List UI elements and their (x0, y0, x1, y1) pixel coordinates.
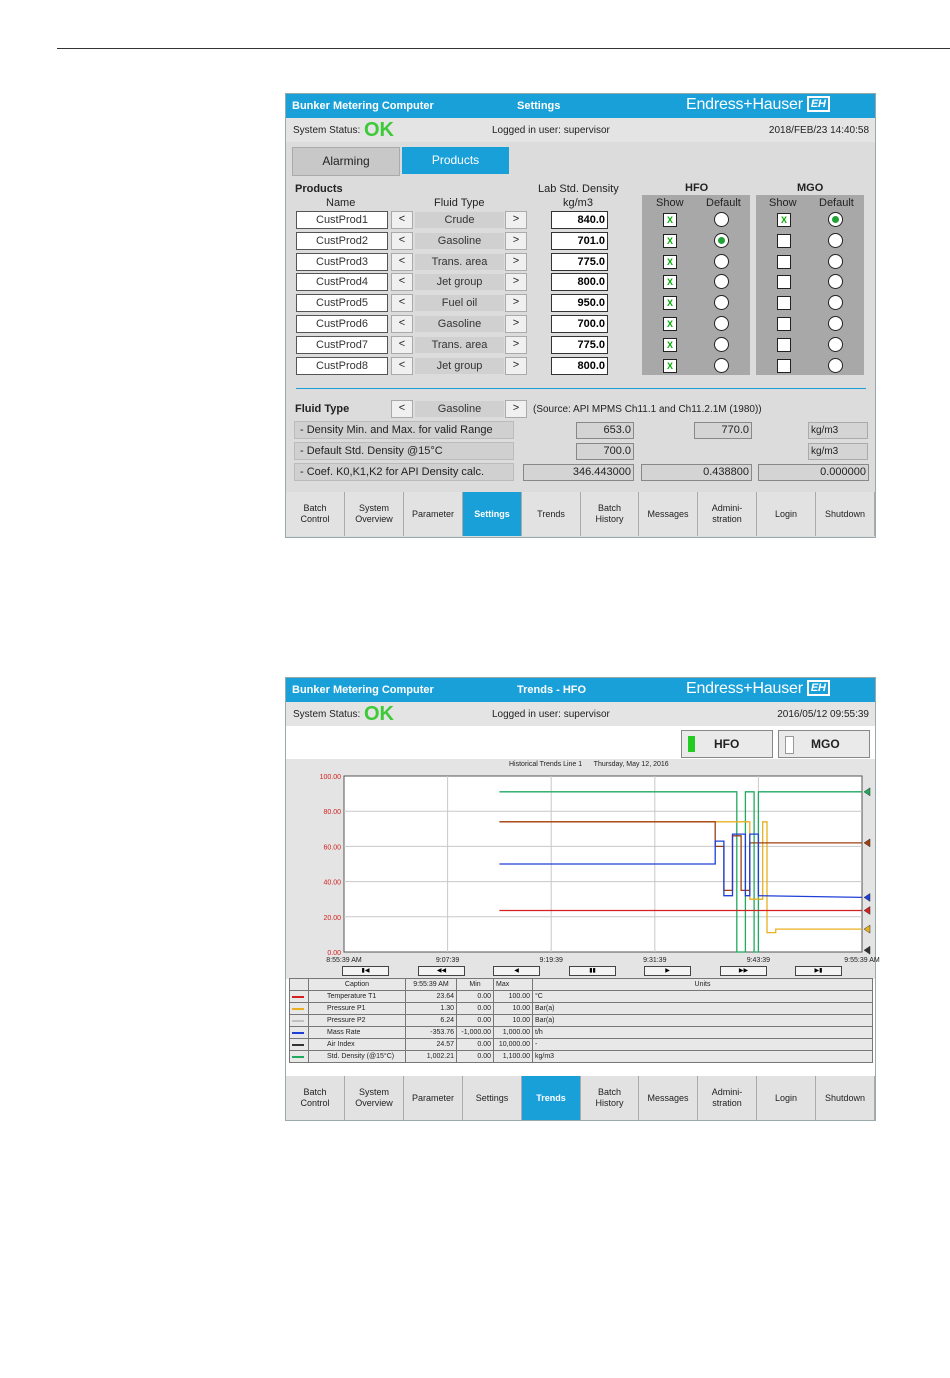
playback-button[interactable]: ▶▮ (795, 966, 842, 976)
fluid-type-label: Fluid Type (295, 403, 350, 415)
brand-logo (686, 680, 830, 698)
datetime: 2018/FEB/23 14:40:58 (768, 125, 869, 136)
caption-cell: Temperature T1 (309, 991, 406, 1003)
nav-button-login[interactable]: Login (757, 1076, 816, 1120)
min-header: Min (457, 979, 494, 991)
nav-button-admini-stration[interactable]: Admini- stration (698, 1076, 757, 1120)
lab-density-field[interactable]: 775.0 (551, 253, 608, 271)
max-cell: 10.00 (494, 1003, 533, 1015)
lab-density-field[interactable]: 700.0 (551, 315, 608, 333)
logged-in-user: Logged in user: supervisor (492, 709, 610, 720)
system-status-value: OK (364, 119, 394, 141)
trend-caption-table (289, 978, 873, 1063)
playback-button[interactable]: ◀◀ (418, 966, 465, 976)
hfo-color-swatch (688, 736, 695, 752)
caption-cell: Pressure P2 (309, 1015, 406, 1027)
mgo-trend-label: MGO (811, 737, 840, 751)
lab-density-field[interactable]: 840.0 (551, 211, 608, 229)
swatch-header (290, 979, 309, 991)
default-density-unit: kg/m3 (808, 443, 868, 460)
value-cell: 23.64 (406, 991, 457, 1003)
series-swatch (290, 1039, 309, 1051)
name-column-header: Name (326, 197, 356, 209)
min-cell: 0.00 (457, 1039, 494, 1051)
nav-button-parameter[interactable]: Parameter (404, 1076, 463, 1120)
y-tick-label: 100.00 (319, 774, 341, 781)
x-tick-label: 9:55:39 AM (844, 957, 880, 964)
fluid-type-column-header: Fluid Type (434, 197, 485, 209)
fluid-type-selector[interactable]: Fuel oil (415, 295, 504, 311)
max-header: Max (494, 979, 533, 991)
trend-chart (286, 769, 880, 975)
fluid-type-selector[interactable]: Gasoline (415, 316, 504, 332)
fluid-prev-button[interactable]: < (391, 336, 413, 354)
density-range-unit: kg/m3 (808, 422, 868, 439)
system-status-value: OK (364, 703, 394, 725)
lab-density-field[interactable]: 950.0 (551, 294, 608, 312)
x-tick-label: 9:31:39 (643, 957, 667, 964)
nav-button-trends[interactable]: Trends (522, 492, 581, 536)
mgo-trend-button[interactable] (778, 730, 870, 758)
mgo-default-header: Default (819, 197, 854, 209)
mgo-default-radio[interactable] (828, 233, 843, 248)
fluid-next-button[interactable]: > (505, 336, 527, 354)
playback-button[interactable]: ◀ (493, 966, 540, 976)
lab-density-field[interactable]: 800.0 (551, 357, 608, 375)
mgo-color-swatch (785, 736, 794, 754)
fluid-type-selector[interactable]: Jet group (415, 274, 504, 290)
fluid-next-button[interactable]: > (505, 253, 527, 271)
product-name-field[interactable]: CustProd1 (296, 211, 388, 229)
fluid-type-selector[interactable]: Gasoline (415, 401, 504, 417)
brand-name: Endress+Hauser (686, 680, 803, 697)
nav-button-trends[interactable]: Trends (522, 1076, 581, 1120)
table-row[interactable] (290, 1015, 873, 1027)
product-name-field[interactable]: CustProd5 (296, 294, 388, 312)
unit-cell: °C (533, 991, 873, 1003)
density-range-label: - Density Min. and Max. for valid Range (294, 421, 514, 439)
mgo-show-checkbox[interactable] (777, 275, 791, 289)
table-row[interactable] (290, 991, 873, 1003)
min-cell: -1,000.00 (457, 1027, 494, 1039)
hfo-show-checkbox[interactable]: X (663, 338, 677, 352)
value-cell: 6.24 (406, 1015, 457, 1027)
unit-cell: Bar(a) (533, 1003, 873, 1015)
bottom-navigation (286, 1076, 875, 1120)
fluid-prev-button[interactable]: < (391, 273, 413, 291)
nav-button-system-overview[interactable]: System Overview (345, 1076, 404, 1120)
fluid-prev-button[interactable]: < (391, 357, 413, 375)
system-status-label: System Status: (293, 125, 361, 136)
density-max-value[interactable]: 770.0 (694, 422, 752, 439)
mgo-show-checkbox[interactable] (777, 338, 791, 352)
product-name-field[interactable]: CustProd7 (296, 336, 388, 354)
tab-alarming[interactable]: Alarming (292, 147, 400, 176)
hfo-default-header: Default (706, 197, 741, 209)
mgo-default-radio[interactable] (828, 274, 843, 289)
hfo-default-radio[interactable] (714, 233, 729, 248)
chart-title: Historical Trends Line 1 Thursday, May 12, 2016 (509, 761, 669, 768)
hfo-show-checkbox[interactable]: X (663, 213, 677, 227)
series-swatch (290, 991, 309, 1003)
density-min-value[interactable]: 653.0 (576, 422, 634, 439)
tab-products[interactable]: Products (402, 147, 509, 174)
product-name-field[interactable]: CustProd6 (296, 315, 388, 333)
hfo-default-radio[interactable] (714, 274, 729, 289)
nav-button-system-overview[interactable]: System Overview (345, 492, 404, 536)
series-swatch (290, 1015, 309, 1027)
value-cell: -353.76 (406, 1027, 457, 1039)
series-swatch (290, 1027, 309, 1039)
brand-name: Endress+Hauser (686, 96, 803, 113)
table-row[interactable] (290, 1003, 873, 1015)
caption-header: Caption (309, 979, 406, 991)
bottom-navigation (286, 492, 875, 536)
unit-cell: kg/m3 (533, 1051, 873, 1063)
nav-button-batch-history[interactable]: Batch History (581, 1076, 639, 1120)
hfo-default-radio[interactable] (714, 358, 729, 373)
hfo-default-radio[interactable] (714, 254, 729, 269)
nav-button-settings[interactable]: Settings (463, 492, 522, 536)
fluid-prev-button[interactable]: < (391, 211, 413, 229)
max-cell: 1,000.00 (494, 1027, 533, 1039)
screen-title: Settings (517, 100, 561, 112)
x-tick-label: 9:07:39 (435, 957, 460, 964)
mgo-show-checkbox[interactable] (777, 317, 791, 331)
mgo-default-radio[interactable] (828, 254, 843, 269)
y-tick-label: 40.00 (323, 879, 341, 887)
fluid-type-selector[interactable]: Jet group (415, 358, 504, 374)
nav-button-settings[interactable]: Settings (463, 1076, 522, 1120)
x-tick-label: 8:55:39 AM (326, 957, 362, 964)
series-end-marker (864, 946, 870, 954)
hfo-default-radio[interactable] (714, 212, 729, 227)
nav-button-admini-stration[interactable]: Admini- stration (698, 492, 757, 536)
min-cell: 0.00 (457, 1003, 494, 1015)
coef-k0-value[interactable]: 346.443000 (523, 464, 634, 481)
x-tick-label: 9:19:39 (539, 957, 563, 964)
min-cell: 0.00 (457, 1051, 494, 1063)
playback-button[interactable]: ▶▶ (720, 966, 767, 976)
nav-button-batch-control[interactable]: Batch Control (286, 492, 345, 536)
nav-button-shutdown[interactable]: Shutdown (816, 492, 875, 536)
min-cell: 0.00 (457, 1015, 494, 1027)
nav-button-messages[interactable]: Messages (639, 492, 698, 536)
mgo-show-checkbox[interactable]: X (777, 213, 791, 227)
value-cell: 1.30 (406, 1003, 457, 1015)
unit-cell: t/h (533, 1027, 873, 1039)
fluid-source-note: (Source: API MPMS Ch11.1 and Ch11.2.1M (1980)) (533, 404, 762, 415)
x-tick-label: 9:43:39 (746, 957, 771, 964)
coef-k2-value[interactable]: 0.000000 (758, 464, 869, 481)
product-name-field[interactable]: CustProd2 (296, 232, 388, 250)
lab-density-field[interactable]: 800.0 (551, 273, 608, 291)
brand-logo (686, 96, 830, 114)
mgo-default-radio[interactable] (828, 358, 843, 373)
datetime: 2016/05/12 09:55:39 (777, 709, 869, 720)
hfo-trend-button[interactable] (681, 730, 773, 758)
products-heading: Products (295, 183, 343, 195)
value-cell: 24.57 (406, 1039, 457, 1051)
hfo-show-checkbox[interactable]: X (663, 234, 677, 248)
fluid-type-selector[interactable]: Trans. area (415, 254, 504, 270)
screen-title: Trends - HFO (517, 684, 587, 696)
products-panel (286, 176, 875, 492)
default-density-value[interactable]: 700.0 (576, 443, 634, 460)
series-end-marker (864, 788, 870, 796)
table-row[interactable] (290, 1027, 873, 1039)
fluid-prev-button[interactable]: < (391, 232, 413, 250)
lab-density-field[interactable]: 701.0 (551, 232, 608, 250)
trend-chart-area (286, 759, 880, 979)
default-density-label: - Default Std. Density @15°C (294, 442, 514, 460)
mgo-show-checkbox[interactable] (777, 255, 791, 269)
nav-button-batch-control[interactable]: Batch Control (286, 1076, 345, 1120)
header-bar (286, 678, 875, 702)
max-cell: 1,100.00 (494, 1051, 533, 1063)
mgo-show-checkbox[interactable] (777, 359, 791, 373)
density-unit-header: kg/m3 (563, 197, 593, 209)
fluid-next-button[interactable]: > (505, 273, 527, 291)
series-end-marker (864, 839, 870, 847)
header-bar (286, 94, 875, 118)
fluid-type-selector[interactable]: Trans. area (415, 337, 504, 353)
caption-cell: Std. Density (@15°C) (309, 1051, 406, 1063)
coef-label: - Coef. K0,K1,K2 for API Density calc. (294, 463, 514, 481)
mgo-show-checkbox[interactable] (777, 296, 791, 310)
y-tick-label: 80.00 (323, 809, 341, 817)
nav-button-messages[interactable]: Messages (639, 1076, 698, 1120)
page-top-rule (57, 48, 950, 49)
nav-button-parameter[interactable]: Parameter (404, 492, 463, 536)
trends-screen (285, 677, 880, 1121)
fluid-prev-button[interactable]: < (391, 294, 413, 312)
section-separator (296, 388, 866, 389)
series-end-marker (864, 906, 870, 914)
max-cell: 100.00 (494, 991, 533, 1003)
hfo-show-checkbox[interactable]: X (663, 275, 677, 289)
max-cell: 10.00 (494, 1015, 533, 1027)
mgo-default-radio[interactable] (828, 316, 843, 331)
series-swatch (290, 1003, 309, 1015)
fluid-type-next-button[interactable]: > (505, 400, 527, 418)
fluid-next-button[interactable]: > (505, 232, 527, 250)
fluid-type-selector[interactable]: Crude (415, 212, 504, 228)
product-name-field[interactable]: CustProd8 (296, 357, 388, 375)
hfo-default-radio[interactable] (714, 295, 729, 310)
caption-cell: Mass Rate (309, 1027, 406, 1039)
min-cell: 0.00 (457, 991, 494, 1003)
lab-density-field[interactable]: 775.0 (551, 336, 608, 354)
hfo-trend-label: HFO (714, 737, 740, 751)
table-row[interactable] (290, 1039, 873, 1051)
y-tick-label: 60.00 (323, 844, 341, 852)
y-tick-label: 0.00 (327, 950, 341, 957)
nav-button-login[interactable]: Login (757, 492, 816, 536)
value-cell: 1,002.21 (406, 1051, 457, 1063)
mgo-show-checkbox[interactable] (777, 234, 791, 248)
app-title: Bunker Metering Computer (292, 684, 434, 696)
hfo-show-header: Show (656, 197, 684, 209)
table-header-row (290, 979, 873, 991)
system-status-label: System Status: (293, 709, 361, 720)
status-bar (286, 702, 875, 726)
coef-k1-value[interactable]: 0.438800 (641, 464, 752, 481)
mgo-default-radio[interactable] (828, 337, 843, 352)
playback-button[interactable]: ▮◀ (342, 966, 389, 976)
fluid-type-selector[interactable]: Gasoline (415, 233, 504, 249)
mgo-group (756, 195, 864, 375)
logged-in-user: Logged in user: supervisor (492, 125, 610, 136)
app-title: Bunker Metering Computer (292, 100, 434, 112)
hfo-heading: HFO (685, 182, 709, 194)
series-swatch (290, 1051, 309, 1063)
status-bar (286, 118, 875, 142)
mgo-heading: MGO (797, 182, 824, 194)
mgo-default-radio[interactable] (828, 212, 843, 227)
series-end-marker (864, 893, 870, 901)
hfo-show-checkbox[interactable]: X (663, 255, 677, 269)
units-header: Units (533, 979, 873, 991)
fluid-next-button[interactable]: > (505, 357, 527, 375)
hfo-show-checkbox[interactable]: X (663, 359, 677, 373)
max-cell: 10,000.00 (494, 1039, 533, 1051)
settings-screen (285, 93, 876, 538)
table-row[interactable] (290, 1051, 873, 1063)
caption-cell: Air Index (309, 1039, 406, 1051)
unit-cell: Bar(a) (533, 1015, 873, 1027)
eh-logo-icon: EH (807, 96, 830, 112)
fluid-next-button[interactable]: > (505, 211, 527, 229)
value-header: 9:55:39 AM (406, 979, 457, 991)
y-tick-label: 20.00 (323, 914, 341, 922)
fluid-next-button[interactable]: > (505, 294, 527, 312)
hfo-show-checkbox[interactable]: X (663, 296, 677, 310)
unit-cell: - (533, 1039, 873, 1051)
fluid-next-button[interactable]: > (505, 315, 527, 333)
hfo-show-checkbox[interactable]: X (663, 317, 677, 331)
playback-button[interactable]: ▮▮ (569, 966, 616, 976)
eh-logo-icon: EH (807, 680, 830, 696)
mgo-default-radio[interactable] (828, 295, 843, 310)
hfo-default-radio[interactable] (714, 337, 729, 352)
nav-button-shutdown[interactable]: Shutdown (816, 1076, 875, 1120)
density-column-header: Lab Std. Density (538, 183, 619, 195)
series-end-marker (864, 925, 870, 933)
hfo-group (642, 195, 750, 375)
product-name-field[interactable]: CustProd4 (296, 273, 388, 291)
fluid-prev-button[interactable]: < (391, 315, 413, 333)
playback-button[interactable]: ▶ (644, 966, 691, 976)
caption-cell: Pressure P1 (309, 1003, 406, 1015)
nav-button-batch-history[interactable]: Batch History (581, 492, 639, 536)
fluid-type-prev-button[interactable]: < (391, 400, 413, 418)
mgo-show-header: Show (769, 197, 797, 209)
fluid-prev-button[interactable]: < (391, 253, 413, 271)
product-name-field[interactable]: CustProd3 (296, 253, 388, 271)
hfo-default-radio[interactable] (714, 316, 729, 331)
